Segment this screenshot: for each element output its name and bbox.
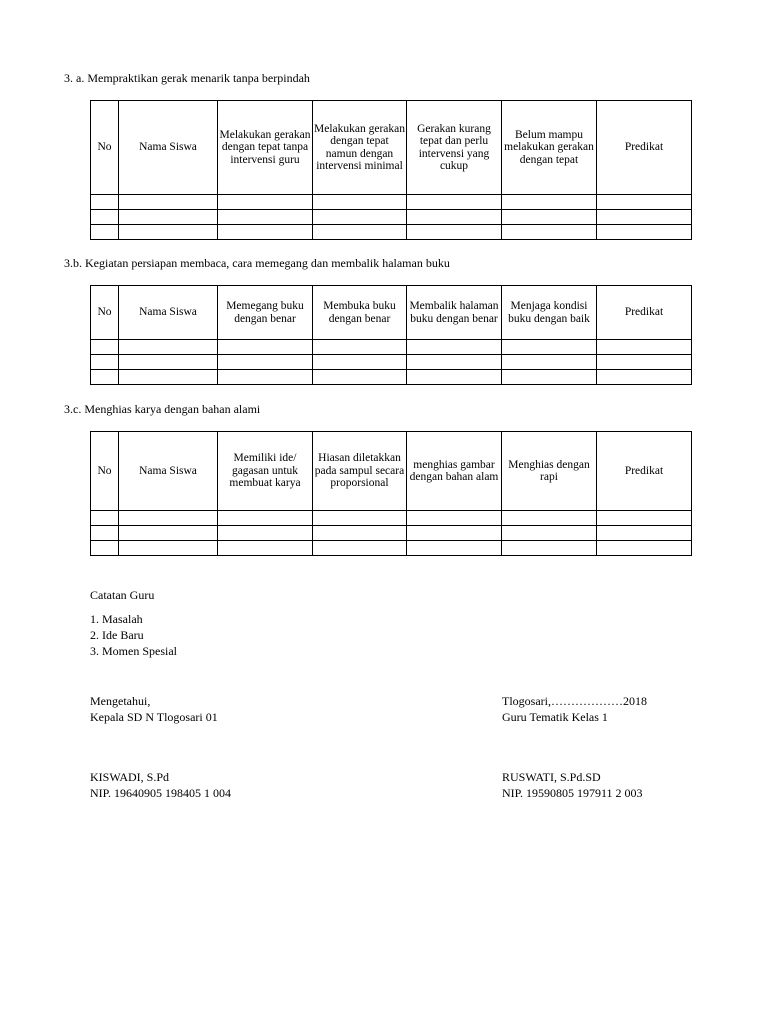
table-cell [91,225,119,240]
column-header: Hiasan diletakkan pada sampul secara proporsional [313,432,407,511]
section-a-title: 3. a. Mempraktikan gerak menarik tanpa berpindah [64,71,310,85]
table-cell [502,541,597,556]
column-header: Predikat [597,286,692,340]
note-item: 2. Ide Baru [90,628,144,642]
signature-right-header [502,693,647,725]
column-header: No [91,432,119,511]
table-row [91,340,692,355]
notes-title: Catatan Guru [90,588,155,602]
table-cell [218,340,313,355]
table-cell [91,511,119,526]
table-cell [407,210,502,225]
column-header: Menjaga kondisi buku dengan baik [502,286,597,340]
table-cell [119,210,218,225]
table-cell [218,511,313,526]
table-cell [597,370,692,385]
signature-right-line2: Guru Tematik Kelas 1 [502,710,608,724]
column-header: Predikat [597,101,692,195]
table-cell [218,210,313,225]
table-cell [597,225,692,240]
table-row [91,541,692,556]
table-cell [502,370,597,385]
signature-left-line2: Kepala SD N Tlogosari 01 [90,710,218,724]
table-cell [407,355,502,370]
column-header: Melakukan gerakan dengan tepat tanpa intervensi guru [218,101,313,195]
table-cell [407,340,502,355]
table-cell [91,370,119,385]
column-header: Melakukan gerakan dengan tepat namun dengan intervensi minimal [313,101,407,195]
table-row [91,225,692,240]
table-cell [407,511,502,526]
column-header: Membuka buku dengan benar [313,286,407,340]
table-cell [313,541,407,556]
table-cell [313,340,407,355]
table-cell [313,195,407,210]
table-cell [597,340,692,355]
signature-right-nip: NIP. 19590805 197911 2 003 [502,786,643,800]
table-cell [502,340,597,355]
table-cell [119,526,218,541]
table-cell [91,210,119,225]
table-cell [407,541,502,556]
table-cell [91,526,119,541]
column-header: Belum mampu melakukan gerakan dengan tepat [502,101,597,195]
table-cell [407,225,502,240]
rubric-table-c [90,431,692,556]
column-header: No [91,286,119,340]
signature-left-line1: Mengetahui, [90,694,151,708]
signature-left-nip: NIP. 19640905 198405 1 004 [90,786,232,800]
table-cell [407,195,502,210]
signature-right-block [502,769,643,801]
table-cell [597,511,692,526]
column-header: menghias gambar dengan bahan alam [407,432,502,511]
table-cell [313,225,407,240]
table-row [91,355,692,370]
table-cell [218,355,313,370]
section-c-title: 3.c. Menghias karya dengan bahan alami [64,402,261,416]
table-cell [91,355,119,370]
table-cell [502,210,597,225]
column-header: Nama Siswa [119,101,218,195]
signature-left-block [90,769,231,801]
table-cell [119,225,218,240]
signature-left-header [90,693,218,725]
table-cell [313,526,407,541]
table-cell [502,225,597,240]
teacher-notes [90,587,177,659]
table-cell [119,340,218,355]
note-item: 1. Masalah [90,612,143,626]
table-cell [313,370,407,385]
rubric-table-b [90,285,692,385]
rubric-table-a [90,100,692,240]
table-cell [313,511,407,526]
table-row [91,195,692,210]
table-cell [119,355,218,370]
column-header: Memegang buku dengan benar [218,286,313,340]
column-header: Gerakan kurang tepat dan perlu intervensi yang cukup [407,101,502,195]
table-cell [407,370,502,385]
table-header-row [91,286,692,340]
table-row [91,210,692,225]
column-header: Memiliki ide/ gagasan untuk membuat karya [218,432,313,511]
table-row [91,511,692,526]
note-item: 3. Momen Spesial [90,644,177,658]
table-cell [597,210,692,225]
table-cell [597,195,692,210]
table-cell [597,355,692,370]
table-row [91,370,692,385]
column-header: Nama Siswa [119,432,218,511]
table-cell [502,355,597,370]
table-cell [218,526,313,541]
column-header: Menghias dengan rapi [502,432,597,511]
table-cell [218,541,313,556]
table-cell [407,526,502,541]
table-cell [313,355,407,370]
table-cell [119,541,218,556]
table-cell [119,511,218,526]
table-cell [218,225,313,240]
table-cell [313,210,407,225]
table-header-row [91,101,692,195]
table-cell [218,370,313,385]
signature-right-name: RUSWATI, S.Pd.SD [502,770,601,784]
signature-left-name: KISWADI, S.Pd [90,770,170,784]
section-b-title: 3.b. Kegiatan persiapan membaca, cara memegang dan membalik halaman buku [64,256,450,270]
table-cell [597,541,692,556]
table-cell [502,511,597,526]
signature-right-line1: Tlogosari,………………2018 [502,694,647,708]
table-cell [91,195,119,210]
table-cell [91,541,119,556]
table-row [91,526,692,541]
column-header: No [91,101,119,195]
table-cell [218,195,313,210]
column-header: Predikat [597,432,692,511]
table-cell [119,370,218,385]
table-cell [502,195,597,210]
table-header-row [91,432,692,511]
table-cell [119,195,218,210]
table-cell [91,340,119,355]
column-header: Membalik halaman buku dengan benar [407,286,502,340]
table-cell [502,526,597,541]
table-cell [597,526,692,541]
column-header: Nama Siswa [119,286,218,340]
